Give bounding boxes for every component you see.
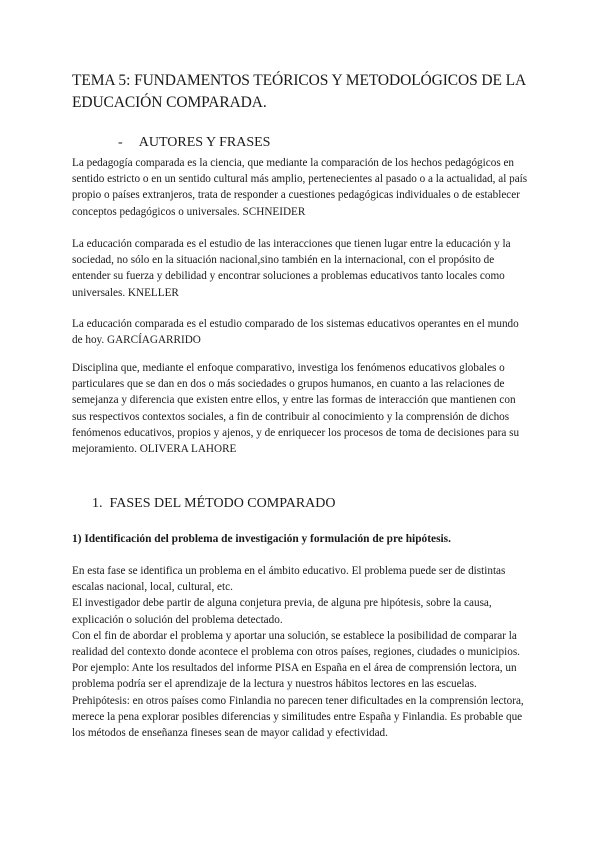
phase1-paragraph: Por ejemplo: Ante los resultados del informe PISA en España en el área de comprensión lectora, un problema podría ser el aprendizaje de la lectura y nuestros hábitos lectores en las escuelas. Prehipótesis: en otros países como Finlandia no parecen tener dificultades en la comprensión lectora, merece la pena explorar posibles diferencias y similitudes entre España y Finlandia. Es probable que los métodos de enseñanza fineses sean de mayor calidad y efectividad. [72,662,524,740]
section-number: 1. [92,496,103,511]
authors-heading-text: AUTORES Y FRASES [138,135,271,150]
section-title: FASES DEL MÉTODO COMPARADO [109,496,336,511]
quote-kneller: La educación comparada es el estudio de las interacciones que tienen lugar entre la educación y la sociedad, no sólo en la situación nacional,sino también en la internacional, con el propósito de entender su fuerza y debilidad y encontrar soluciones a problemas educativos tanto locales como universales. KNELLER [72,238,511,299]
authors-heading [118,135,270,151]
dash-bullet: - [118,135,123,150]
quote-olivera-lahore: Disciplina que, mediante el enfoque comparativo, investiga los fenómenos educativos globales o particulares que se dan en dos o más sociedades o grupos humanos, en cuanto a las relaciones de semejanza y diferencia que existen entre ellos, y entre las formas de interacción que mantienen con sus respectivos contextos sociales, a fin de contribuir al conocimiento y la comprensión de dichos fenómenos educativos, propios y ajenos, y de enriquecer los procesos de toma de decisiones para su mejoramiento. OLIVERA LAHORE [72,362,520,456]
quote-garcia-garrido: La educación comparada es el estudio comparado de los sistemas educativos operantes en el mundo de hoy. GARCÍAGARRIDO [72,318,519,347]
phase1-paragraph: Con el fin de abordar el problema y aportar una solución, se establece la posibilidad de comparar la realidad del contexto donde acontece el problema con otros países, regiones, ciudades o municipios. [72,629,520,659]
phase1-paragraph: En esta fase se identifica un problema en el ámbito educativo. El problema puede ser de distintas escalas nacional, local, cultural, etc. [72,565,506,594]
phase1-body [72,563,532,741]
document-title: TEMA 5: FUNDAMENTOS TEÓRICOS Y METODOLÓGICOS DE LA EDUCACIÓN COMPARADA. [72,72,526,111]
phase1-paragraph: El investigador debe partir de alguna conjetura previa, de alguna pre hipótesis, sobre la causa, explicación o solución del problema detectado. [72,597,492,626]
quote-schneider: La pedagogía comparada es la ciencia, que mediante la comparación de los hechos pedagógicos en sentido estricto o en un sentido cultural más amplio, pertenecientes al pasado o a la actualidad, al país propio o países extranjeros, trata de responder a cuestiones pedagógicas individuales o de establecer conceptos pedagógicos o universales. SCHNEIDER [72,157,528,218]
section-heading [92,496,335,512]
phase1-heading: 1) Identificación del problema de investigación y formulación de pre hipótesis. [72,533,451,545]
